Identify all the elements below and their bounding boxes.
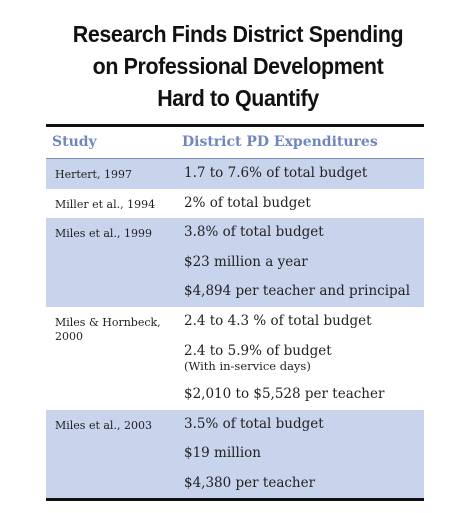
study-name: Miller et al., 1994 xyxy=(55,197,156,211)
expenditure-value: 2.4 to 4.3 % of total budget xyxy=(184,312,372,329)
table-header xyxy=(46,127,424,159)
title-line-2: on Professional Development xyxy=(92,53,384,79)
expenditure-value: 2% of total budget xyxy=(184,194,311,211)
study-name: Hertert, 1997 xyxy=(55,168,132,181)
table-row-miles-hornbeck xyxy=(46,307,424,410)
study-name: Miles et al., 1999 xyxy=(55,227,152,240)
expenditure-value: $23 million a year xyxy=(184,253,308,270)
table-row-miller xyxy=(46,189,424,219)
expenditure-value: 2.4 to 5.9% of budget xyxy=(184,343,332,359)
expenditure-note: (With in-service days) xyxy=(184,359,311,373)
study-name: Miles et al., 2003 xyxy=(55,418,152,432)
table-row-miles-2003 xyxy=(46,410,424,499)
expenditure-value: 3.5% of total budget xyxy=(184,415,324,432)
expenditure-value-multiline xyxy=(184,336,424,380)
title-line-1: Research Finds District Spending xyxy=(72,21,404,47)
header-expenditures: District PD Expenditures xyxy=(182,134,378,150)
expenditure-value: 1.7 to 7.6% of total budget xyxy=(184,165,368,181)
study-name: Miles & Hornbeck, 2000 xyxy=(55,315,161,343)
expenditure-value: $4,894 per teacher and principal xyxy=(184,283,411,299)
expenditure-value: $2,010 to $5,528 per teacher xyxy=(184,386,385,402)
table-row-hertert xyxy=(46,159,424,189)
page-title xyxy=(54,18,422,114)
header-study: Study xyxy=(52,134,97,150)
expenditure-value: $19 million xyxy=(184,445,261,461)
table-row-miles-1999 xyxy=(46,218,424,307)
expenditure-table xyxy=(46,124,424,501)
title-line-3: Hard to Quantify xyxy=(157,85,319,111)
expenditure-value: $4,380 per teacher xyxy=(184,474,316,491)
expenditure-value: 3.8% of total budget xyxy=(184,224,324,240)
